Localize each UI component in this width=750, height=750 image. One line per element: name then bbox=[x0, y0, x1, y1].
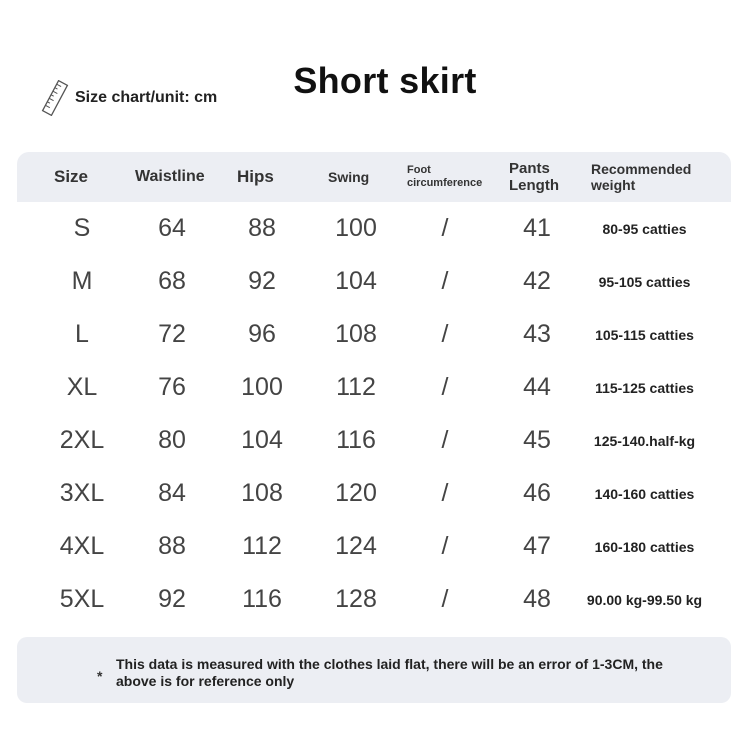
cell-pants-length: 43 bbox=[523, 320, 551, 348]
cell-size: L bbox=[75, 320, 89, 348]
cell-waistline: 72 bbox=[158, 320, 186, 348]
cell-hips: 108 bbox=[241, 479, 283, 507]
cell-hips: 116 bbox=[242, 585, 282, 613]
cell-waistline: 84 bbox=[158, 479, 186, 507]
column-header-waistline: Waistline bbox=[135, 167, 205, 185]
table-header-row bbox=[17, 152, 731, 202]
cell-waistline: 68 bbox=[158, 267, 186, 295]
cell-swing: 128 bbox=[335, 585, 377, 613]
cell-size: S bbox=[73, 214, 91, 242]
cell-swing: 124 bbox=[335, 532, 377, 560]
table-row bbox=[17, 361, 731, 414]
cell-swing: 120 bbox=[335, 479, 377, 507]
cell-size: M bbox=[71, 267, 93, 295]
cell-recommended-weight: 80-95 catties bbox=[602, 220, 687, 237]
cell-hips: 100 bbox=[241, 373, 283, 401]
cell-recommended-weight: 105-115 catties bbox=[595, 326, 694, 343]
size-chart-unit-label: Size chart/unit: cm bbox=[75, 89, 218, 106]
column-header-recommended-weight: Recommended weight bbox=[591, 160, 692, 193]
page-title: Short skirt bbox=[293, 60, 477, 101]
cell-pants-length: 44 bbox=[523, 373, 551, 401]
cell-swing: 100 bbox=[335, 214, 377, 242]
cell-foot: / bbox=[441, 426, 449, 454]
cell-recommended-weight: 140-160 catties bbox=[594, 485, 695, 502]
cell-size: 5XL bbox=[59, 585, 105, 613]
table-row bbox=[17, 202, 731, 255]
cell-pants-length: 46 bbox=[523, 479, 551, 507]
column-header-pants-length: Pants Length bbox=[509, 159, 559, 194]
cell-swing: 116 bbox=[336, 426, 376, 454]
column-header-foot-circumference: Foot circumference bbox=[407, 164, 483, 189]
cell-recommended-weight: 95-105 catties bbox=[598, 273, 691, 290]
measurement-note bbox=[17, 637, 731, 703]
cell-pants-length: 47 bbox=[523, 532, 551, 560]
cell-hips: 96 bbox=[248, 320, 276, 348]
table-row bbox=[17, 308, 731, 361]
cell-foot: / bbox=[441, 214, 449, 242]
cell-size: XL bbox=[66, 373, 98, 401]
cell-foot: / bbox=[441, 532, 449, 560]
cell-waistline: 80 bbox=[158, 426, 186, 454]
cell-foot: / bbox=[441, 320, 449, 348]
cell-swing: 104 bbox=[335, 267, 377, 295]
cell-foot: / bbox=[441, 267, 449, 295]
cell-recommended-weight: 125-140.half-kg bbox=[593, 432, 696, 449]
cell-recommended-weight: 115-125 catties bbox=[595, 379, 694, 396]
cell-size: 3XL bbox=[59, 479, 105, 507]
table-row bbox=[17, 520, 731, 573]
cell-waistline: 92 bbox=[158, 585, 186, 613]
cell-waistline: 76 bbox=[158, 373, 186, 401]
cell-foot: / bbox=[441, 373, 449, 401]
cell-foot: / bbox=[441, 585, 449, 613]
note-text: This data is measured with the clothes laid flat, there will be an error of 1-3CM, the above is for reference only bbox=[116, 656, 663, 689]
cell-recommended-weight: 160-180 catties bbox=[594, 538, 695, 555]
cell-hips: 88 bbox=[248, 214, 276, 242]
table-row bbox=[17, 467, 731, 520]
table-row bbox=[17, 255, 731, 308]
column-header-size: Size bbox=[54, 167, 89, 187]
cell-foot: / bbox=[441, 479, 449, 507]
column-header-swing: Swing bbox=[328, 168, 370, 185]
cell-pants-length: 45 bbox=[523, 426, 551, 454]
cell-hips: 92 bbox=[248, 267, 276, 295]
cell-swing: 108 bbox=[335, 320, 377, 348]
note-asterisk: * bbox=[97, 668, 103, 684]
table-row bbox=[17, 573, 731, 626]
table-row bbox=[17, 414, 731, 467]
cell-waistline: 88 bbox=[158, 532, 186, 560]
size-table bbox=[17, 152, 731, 626]
cell-waistline: 64 bbox=[158, 214, 186, 242]
cell-pants-length: 41 bbox=[523, 214, 551, 242]
cell-recommended-weight: 90.00 kg-99.50 kg bbox=[586, 591, 703, 608]
cell-hips: 104 bbox=[241, 426, 283, 454]
cell-size: 4XL bbox=[59, 532, 105, 560]
cell-hips: 112 bbox=[242, 532, 282, 560]
cell-pants-length: 48 bbox=[523, 585, 551, 613]
cell-swing: 112 bbox=[336, 373, 376, 401]
cell-size: 2XL bbox=[59, 426, 105, 454]
cell-pants-length: 42 bbox=[523, 267, 551, 295]
column-header-hips: Hips bbox=[237, 167, 274, 187]
